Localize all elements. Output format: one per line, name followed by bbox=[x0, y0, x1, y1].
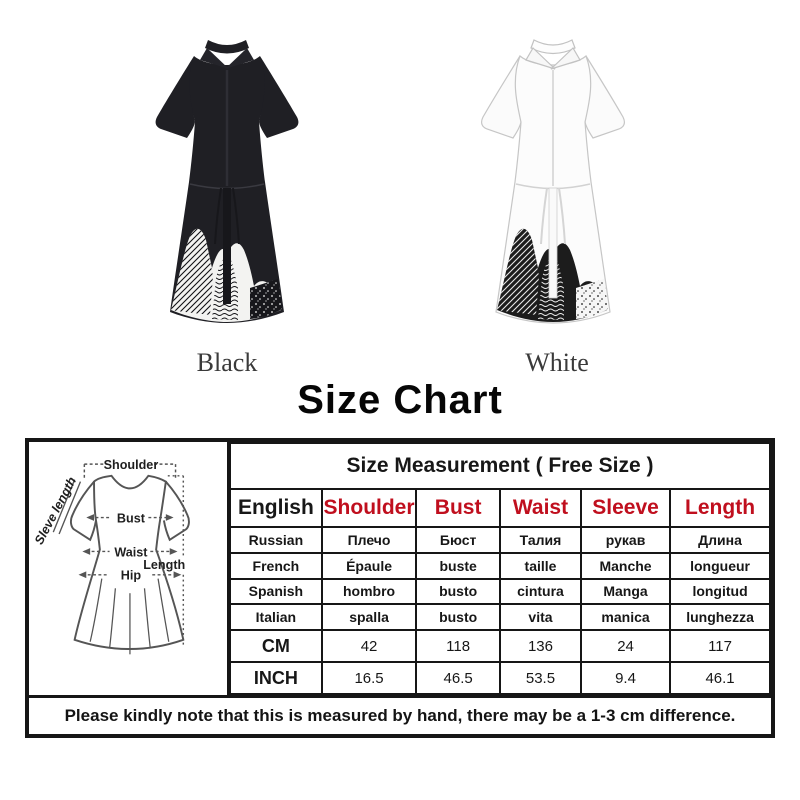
table-cell: 46.1 bbox=[670, 662, 770, 694]
white-dress-right-sleeve bbox=[585, 56, 624, 138]
table-title: Size Measurement ( Free Size ) bbox=[230, 443, 770, 489]
table-row-french bbox=[230, 553, 770, 579]
measurement-note: Please kindly note that this is measured by hand, there may be a 1-3 cm difference. bbox=[29, 695, 771, 734]
black-dress-right-sleeve bbox=[259, 56, 298, 138]
table-cell: buste bbox=[416, 553, 500, 579]
size-measurement-table bbox=[229, 442, 771, 695]
table-cell: Длина bbox=[670, 527, 770, 553]
table-cell: Бюст bbox=[416, 527, 500, 553]
diagram-left-sleeve bbox=[71, 482, 96, 540]
white-dress-left-sleeve bbox=[482, 56, 521, 138]
row-label: Spanish bbox=[230, 579, 322, 605]
table-row-cm bbox=[230, 630, 770, 662]
table-cell: 24 bbox=[581, 630, 670, 662]
table-row-inch bbox=[230, 662, 770, 694]
measurement-table-area bbox=[229, 442, 771, 695]
table-row-russian bbox=[230, 527, 770, 553]
diagram-right-sleeve bbox=[164, 482, 189, 540]
size-chart-heading: Size Chart bbox=[297, 378, 503, 422]
diagram-length-label: Length bbox=[143, 557, 186, 572]
black-dress-left-sleeve bbox=[156, 56, 195, 138]
diagram-shoulder-label: Shoulder bbox=[103, 458, 159, 472]
table-cell: busto bbox=[416, 604, 500, 630]
white-dress-photo bbox=[468, 38, 638, 330]
table-cell: 42 bbox=[322, 630, 417, 662]
diagram-skirt-folds bbox=[90, 579, 169, 655]
table-cell: spalla bbox=[322, 604, 417, 630]
header-cell-shoulder: Shoulder bbox=[322, 489, 417, 527]
table-cell: Талия bbox=[500, 527, 581, 553]
black-color-label: Black bbox=[196, 348, 258, 377]
table-header-row bbox=[230, 489, 770, 527]
diagram-sleeve-length-label: Sleve length bbox=[31, 474, 80, 547]
header-cell-english: English bbox=[230, 489, 322, 527]
row-label: Italian bbox=[230, 604, 322, 630]
measurement-diagram bbox=[30, 442, 226, 692]
table-cell: manica bbox=[581, 604, 670, 630]
table-cell: lunghezza bbox=[670, 604, 770, 630]
black-dress-collar-band bbox=[205, 40, 249, 54]
measurement-diagram-cell bbox=[29, 442, 229, 695]
row-label: French bbox=[230, 553, 322, 579]
header-cell-bust: Bust bbox=[416, 489, 500, 527]
table-cell: 136 bbox=[500, 630, 581, 662]
table-cell: Manga bbox=[581, 579, 670, 605]
table-title-row bbox=[230, 443, 770, 489]
size-chart-panel bbox=[25, 438, 775, 738]
table-cell: Manche bbox=[581, 553, 670, 579]
table-cell: hombro bbox=[322, 579, 417, 605]
diagram-waist-label: Waist bbox=[114, 545, 148, 560]
table-cell: Плечо bbox=[322, 527, 417, 553]
table-cell: vita bbox=[500, 604, 581, 630]
table-cell: busto bbox=[416, 579, 500, 605]
row-label: Russian bbox=[230, 527, 322, 553]
table-cell: longueur bbox=[670, 553, 770, 579]
header-cell-length: Length bbox=[670, 489, 770, 527]
black-dress-photo bbox=[142, 38, 312, 330]
table-cell: 117 bbox=[670, 630, 770, 662]
white-dress-collar-band bbox=[531, 40, 575, 54]
row-label: CM bbox=[230, 630, 322, 662]
white-color-label: White bbox=[525, 348, 589, 377]
table-cell: 46.5 bbox=[416, 662, 500, 694]
row-label: INCH bbox=[230, 662, 322, 694]
table-cell: рукав bbox=[581, 527, 670, 553]
table-row-spanish bbox=[230, 579, 770, 605]
table-cell: longitud bbox=[670, 579, 770, 605]
diagram-hip-label: Hip bbox=[120, 568, 142, 583]
table-cell: 16.5 bbox=[322, 662, 417, 694]
table-cell: 9.4 bbox=[581, 662, 670, 694]
header-cell-waist: Waist bbox=[500, 489, 581, 527]
table-cell: 118 bbox=[416, 630, 500, 662]
black-dress-tie-ribbon bbox=[223, 188, 231, 304]
diagram-bust-label: Bust bbox=[116, 511, 145, 526]
header-cell-sleeve: Sleeve bbox=[581, 489, 670, 527]
white-dress-tie-ribbon bbox=[549, 188, 557, 298]
table-cell: 53.5 bbox=[500, 662, 581, 694]
table-row-italian bbox=[230, 604, 770, 630]
table-cell: taille bbox=[500, 553, 581, 579]
table-cell: Épaule bbox=[322, 553, 417, 579]
table-cell: cintura bbox=[500, 579, 581, 605]
